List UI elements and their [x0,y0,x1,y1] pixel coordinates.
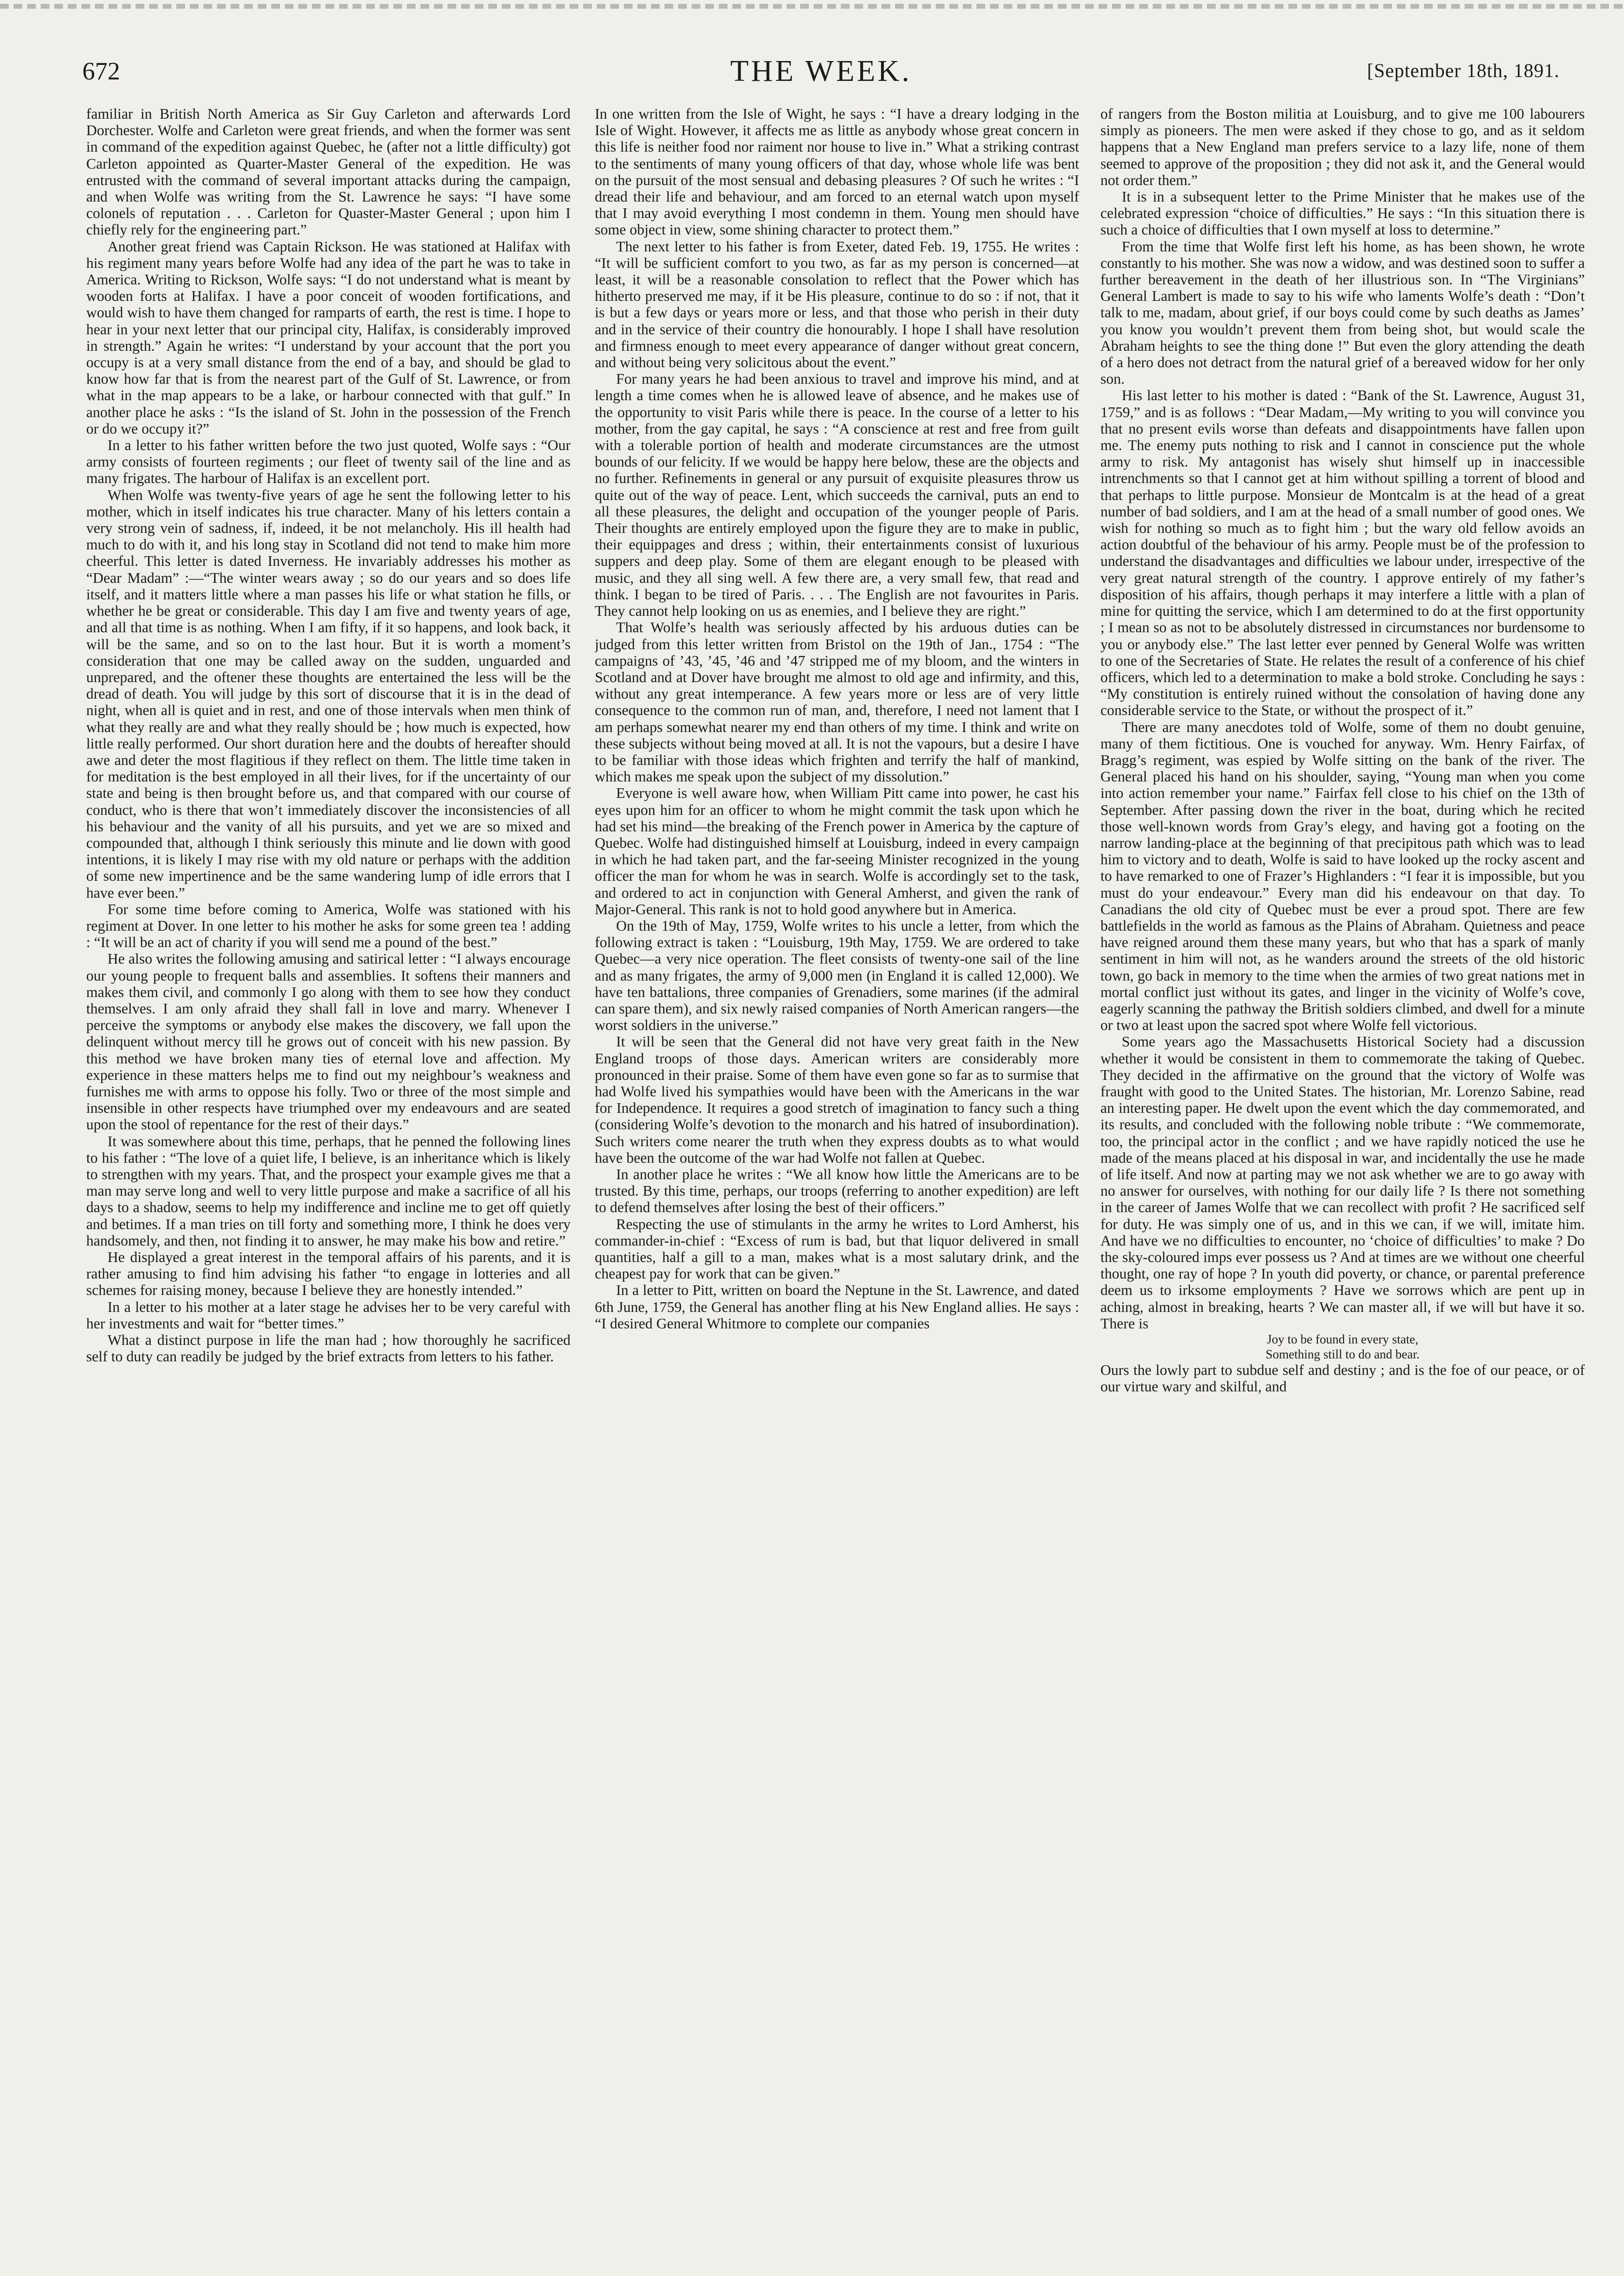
paragraph: When Wolfe was twenty-five years of age he sent the following letter to his mother, which in itself indicates his true character. Many of his letters contain a very strong vein of sadness, if, indeed, it be not melancholy. His ill health had much to do with it, and his long stay in Scotland did not tend to make him more cheerful. This letter is dated Inverness. He invariably addresses his mother as “Dear Madam” :—“The winter wears away ; so do our years and so does life itself, and it matters little where a man passes his life or what station he fills, or whether he be great or considerable. This day I am five and twenty years of age, and all that time is as nothing. When I am fifty, if it so happens, and look back, it will be the same, and so on to the last hour. But it is worth a moment’s consideration that one may be called away on the sudden, unguarded and unprepared, and the oftener these thoughts are entertained the less will be the dread of death. You will judge by this sort of discourse that it is in the dead of night, when all is quiet and in rest, and one of those intervals when men think of what they really are and what they really should be ; how much is expected, how little really performed. Our short duration here and the doubts of hereafter should awe and deter the most flagitious if they reflect on them. The little time taken in for meditation is the best employed in all their lives, for if the uncertainty of our state and being is then brought before us, and that compared with our course of conduct, who is there that won’t immediately discover the inconsistencies of all his behaviour and the vanity of all his pursuits, and yet we are so mixed and compounded that, although I think seriously this minute and lie down with good intentions, it is likely I may rise with my old nature or perhaps with the addition of some new impertinence and be the same wandering lump of idle errors that I have ever been.” [86,486,571,901]
paragraph: familiar in British North America as Sir Guy Carleton and afterwards Lord Dorchester. Wolfe and Carleton were great friends, and when the former was sent in command of the expedition against Quebec, he (after not a little difficulty) got Carleton appointed as Quarter-Master General of the expedition. He was entrusted with the command of several important attacks during the campaign, and when Wolfe was writing from the St. Lawrence he says: “I have some colonels of reputation . . . Carleton for Quaster-Master General ; upon him I chiefly rely for the engineering part.” [86,106,571,238]
verse-line: Something still to do and bear. [1266,1347,1420,1362]
column-2 [595,106,1079,2266]
paragraph: In one written from the Isle of Wight, he says : “I have a dreary lodging in the Isle of Wight. However, it affects me as little as anybody whose great concern in this life is neither food nor raiment nor house to live in.” What a striking contrast to the sentiments of many young officers of that day, whose whole life was bent on the pursuit of the most sensual and debasing pleasures ? Of such he writes : “I dread their life and behaviour, and am forced to an eternal watch upon myself that I may avoid everything I most condemn in them. Young men should have some object in view, some shining character to protect them.” [595,106,1079,238]
paragraph: In a letter to Pitt, written on board the Neptune in the St. Lawrence, and dated 6th June, 1759, the General has another fling at his New England allies. He says : “I desired General Whitmore to complete our companies [595,1282,1079,1332]
paragraph: In a letter to his father written before the two just quoted, Wolfe says : “Our army consists of fourteen regiments ; our fleet of twenty sail of the line and as many frigates. The harbour of Halifax is an excellent port. [86,437,571,487]
paragraph: Everyone is well aware how, when William Pitt came into power, he cast his eyes upon him for an officer to whom he might commit the task upon which he had set his mind—the breaking of the French power in America by the capture of Quebec. Wolfe had distinguished himself at Louisburg, indeed in every campaign in which he had taken part, and the far-seeing Minister recognized in the young officer the man for whom he was in search. Wolfe is accordingly set to the task, and ordered to act in conjunction with General Amherst, and given the rank of Major-General. This rank is not to hold good anywhere but in America. [595,785,1079,918]
paragraph: There are many anecdotes told of Wolfe, some of them no doubt genuine, many of them fictitious. One is vouched for anyway. Wm. Henry Fairfax, of Bragg’s regiment, was espied by Wolfe sitting on the bank of the river. The General placed his hand on his shoulder, saying, “Young man when you come into action remember your name.” Fairfax fell close to his chief on the 13th of September. After passing down the river in the boat, during which he recited those well-known words from Gray’s elegy, and having got a footing on the narrow landing-place at the beginning of that precipitous path which was to lead him to victory and to death, Wolfe is said to have looked up the rocky ascent and to have remarked to one of Frazer’s Highlanders : “I fear it is impossible, but you must do your endeavour.” Every man did his endeavour on that day. To Canadians the old city of Quebec must be ever a proud spot. There are few battlefields in the world as famous as the Plains of Abraham. Quietness and peace have reigned around them these many years, but who that has a spark of manly sentiment in him will not, as he wanders around the streets of the old historic town, go back in memory to the time when the armies of two great nations met in mortal conflict just without its gates, and linger in the vicinity of Wolfe’s cove, eagerly scanning the pathway the British soldiers climbed, and dwell for a minute or two at least upon the sacred spot where Wolfe fell victorious. [1100,718,1585,1034]
paragraph: For many years he had been anxious to travel and improve his mind, and at length a time comes when he is allowed leave of absence, and he makes use of the opportunity to visit Paris while there is peace. In the course of a letter to his mother, from the gay capital, he says : “A conscience at rest and free from guilt with a tolerable portion of health and moderate circumstances are the utmost bounds of our felicity. If we would be happy here below, these are the objects and no further. Refinements in general or any pursuit of exquisite pleasures throw us quite out of the way of peace. Lent, which succeeds the carnival, puts an end to all these pleasures, the delight and occupation of the younger people of Paris. Their thoughts are entirely employed upon the figure they are to make in public, their equippages and dress ; within, their entertainments consist of luxurious suppers and deep play. Some of them are elegant enough to be pleased with music, and they all sing well. A few there are, a very small few, that read and think. I began to be tired of Paris. . . . The English are not favourites in Paris. They cannot help looking on us as enemies, and I believe they are right.” [595,371,1079,620]
paragraph: Another great friend was Captain Rickson. He was stationed at Halifax with his regiment many years before Wolfe had any idea of the part he was to take in America. Writing to Rickson, Wolfe says: “I do not understand what is meant by wooden forts at Halifax. I have a poor conceit of wooden fortifications, and would wish to have them changed for ramparts of earth, the rest is time. I hope to hear in your next letter that our principal city, Halifax, is considerably improved in strength.” Again he writes: “I understand by your account that the port you occupy is at a very small distance from the end of a bay, and should be glad to know how far that is from the nearest part of the Gulf of St. Lawrence, or from what in the map appears to be a lake, or harbour connected with that gulf.” In another place he asks : “Is the island of St. John in the possession of the French or do we occupy it?” [86,238,571,437]
paragraph: Ours the lowly part to subdue self and destiny ; and is the foe of our peace, or of our virtue wary and skilful, and [1100,1362,1585,1395]
paragraph: In a letter to his mother at a later stage he advises her to be very careful with her investments and wait for “better times.” [86,1298,571,1332]
paragraph: His last letter to his mother is dated : “Bank of the St. Lawrence, August 31, 1759,” and is as follows : “Dear Madam,—My writing to you will convince you that no present evils worse than defeats and disappointments have fallen upon me. The enemy puts nothing to risk and I cannot in conscience put the whole army to risk. My antagonist has wisely shut himself up in inaccessible intrenchments so that I cannot get at him without spilling a torrent of blood and that perhaps to little purpose. Monsieur de Montcalm is at the head of a great number of bad soldiers, and I am at the head of a small number of good ones. We wish for nothing so much as to fight him ; but the wary old fellow avoids an action doubtful of the behaviour of his army. People must be of the profession to understand the disadvantages and difficulties we labour under, irrespective of the very great natural strength of the country. I approve entirely of my father’s disposition of his affairs, though perhaps it may interfere a little with a plan of mine for quitting the service, which I am determined to do at the first opportunity ; I mean so as not to be absolutely distressed in circumstances nor burdensome to you or anybody else.” The last letter ever penned by General Wolfe was written to one of the Secretaries of State. He relates the result of a conference of his chief officers, which led to a determination to make a bold stroke. Concluding he says : “My constitution is entirely ruined without the consolation of having done any considerable service to the State, or without the prospect of it.” [1100,387,1585,719]
column-1 [86,106,571,2266]
paragraph: Some years ago the Massachusetts Historical Society had a discussion whether it would be consistent in them to commemorate the taking of Quebec. They decided in the affirmative on the ground that the victory of Wolfe was fraught with good to the United States. The historian, Mr. Lorenzo Sabine, read an interesting paper. He dwelt upon the event which the day commemorated, and its results, and concluded with the following noble tribute : “We commemorate, too, the principal actor in the conflict ; and we have rapidly noticed the use he made of the means placed at his disposal in war, and incidentally the use he made of life itself. And now at parting may we not ask whether we are to go away with no answer for ourselves, with nothing for our daily life ? Is there not something in the career of James Wolfe that we can recollect with profit ? He sacrificed self for duty. He was simply one of us, and in this we can, if we will, imitate him. And have we no difficulties to encounter, no ‘choice of difficulties’ to make ? Do the sky-coloured imps ever possess us ? And at times are we without one cheerful thought, one ray of hope ? In youth did poverty, or chance, or parental preference deem us to irksome employments ? Have we sorrows which are pent up in aching, almost in breaking, hearts ? We can master all, if we will but have it so. There is [1100,1033,1585,1332]
paragraph: What a distinct purpose in life the man had ; how thoroughly he sacrificed self to duty can readily be judged by the brief extracts from letters to his father. [86,1332,571,1365]
paragraph: The next letter to his father is from Exeter, dated Feb. 19, 1755. He writes : “It will be sufficient comfort to you two, as far as my person is concerned—at least, it will be a reasonable consolation to reflect that the Power which has hitherto preserved me may, if it be His pleasure, continue to do so : if not, that it is but a few days or years more or less, and that those who perish in their duty and in the service of their country die honourably. I hope I shall have resolution and firmness enough to meet every appearance of danger without great concern, and without being very solicitous about the event.” [595,238,1079,371]
paragraph: That Wolfe’s health was seriously affected by his arduous duties can be judged from this letter written from Bristol on the 19th of Jan., 1754 : “The campaigns of ’43, ’45, ’46 and ’47 stripped me of my bloom, and the winters in Scotland and at Dover have brought me almost to old age and infirmity, and this, without any great intemperance. A few years more or less are of very little consequence to the common run of man, and, therefore, I need not lament that I am perhaps somewhat nearer my end than others of my time. I think and write on these subjects without being moved at all. It is not the vapours, but a desire I have to be familiar with those ideas which frighten and terrify the half of mankind, which makes me speak upon the subject of my dissolution.” [595,619,1079,785]
paragraph: For some time before coming to America, Wolfe was stationed with his regiment at Dover. In one letter to his mother he asks for some green tea ! adding : “It will be an act of charity if you will send me a pound of the best.” [86,901,571,951]
paragraph: of rangers from the Boston militia at Louisburg, and to give me 100 labourers simply as pioneers. The men were asked if they chose to go, and as it seldom happens that a New England man prefers service to a lazy life, none of them seemed to approve of the proposition ; they did not ask it, and the General would not order them.” [1100,106,1585,188]
issue-date: [September 18th, 1891. [1367,60,1560,81]
page-header [82,57,1560,91]
paragraph: Respecting the use of stimulants in the army he writes to Lord Amherst, his commander-in-chief : “Excess of rum is bad, but that liquor delivered in small quantities, half a gill to a man, makes what is a most salutary drink, and the cheapest pay for work that can be given.” [595,1216,1079,1282]
paragraph: From the time that Wolfe first left his home, as has been shown, he wrote constantly to his mother. She was now a widow, and was destined soon to suffer a further bereavement in the death of her illustrious son. In “The Virginians” General Lambert is made to say to his wife who laments Wolfe’s death : “Don’t talk to me, madam, about grief, if our boys could come by such deaths as James’ you know you wouldn’t prevent them from being shot, but would scale the Abraham heights to see the thing done !” But even the glory attending the death of a hero does not detract from the natural grief of a bereaved widow for her only son. [1100,238,1585,388]
page-number: 672 [82,58,120,85]
paragraph: On the 19th of May, 1759, Wolfe writes to his uncle a letter, from which the following extract is taken : “Louisburg, 19th May, 1759. We are ordered to take Quebec—a very nice operation. The fleet consists of twenty-one sail of the line and as many frigates, the army of 9,000 men (in England it is called 12,000). We have ten battalions, three companies of Grenadiers, some marines (if the admiral can spare them), and six newly raised companies of North American rangers—the worst soldiers in the universe.” [595,917,1079,1034]
column-3 [1100,106,1585,2266]
publication-title: THE WEEK. [730,55,912,88]
paragraph: It is in a subsequent letter to the Prime Minister that he makes use of the celebrated expression “choice of difficulties.” He says : “In this situation there is such a choice of difficulties that I own myself at loss to determine.” [1100,188,1585,238]
paragraph: It was somewhere about this time, perhaps, that he penned the following lines to his father : “The love of a quiet life, I believe, is an inheritance which is likely to strengthen with my years. That, and the prospect your example gives me that a man may serve long and well to very little purpose and make a sacrifice of all his days to a shadow, seems to help my indifference and incline me to get off quietly and betimes. If a man tries on till forty and something more, I think he does very handsomely, and then, not finding it to answer, he may make his bow and retire.” [86,1133,571,1249]
paragraph: He displayed a great interest in the temporal affairs of his parents, and it is rather amusing to find him advising his father “to engage in lotteries and all schemes for raising money, because I believe they are honestly intended.” [86,1249,571,1299]
paragraph: It will be seen that the General did not have very great faith in the New England troops of those days. American writers are considerably more pronounced in their praise. Some of them have even gone so far as to surmise that had Wolfe lived his sympathies would have been with the Americans in the war for Independence. It requires a good stretch of imagination to fancy such a thing (considering Wolfe’s devotion to the monarch and his hatred of insubordination). Such writers come nearer the truth when they express doubts as to what would have been the outcome of the war had Wolfe not fallen at Quebec. [595,1033,1079,1166]
verse-line: Joy to be found in every state, [1267,1332,1419,1347]
top-rule [0,4,1624,9]
paragraph: He also writes the following amusing and satirical letter : “I always encourage our young people to frequent balls and assemblies. It softens their manners and makes them civil, and commonly I go along with them to see how they conduct themselves. I am only afraid they shall fall in love and marry. Whenever I perceive the symptoms or anybody else makes the discovery, we fall upon the delinquent without mercy till he grows out of conceit with his new passion. By this method we have broken many ties of eternal love and affection. My experience in these matters helps me to find out my neighbour’s weakness and furnishes me with arms to oppose his folly. Two or three of the most simple and insensible in other respects have triumphed over my endeavours and are seated upon the stool of repentance for the rest of their days.” [86,951,571,1133]
paragraph: In another place he writes : “We all know how little the Americans are to be trusted. By this time, perhaps, our troops (referring to another expedition) are left to defend themselves after losing the best of their officers.” [595,1166,1079,1216]
